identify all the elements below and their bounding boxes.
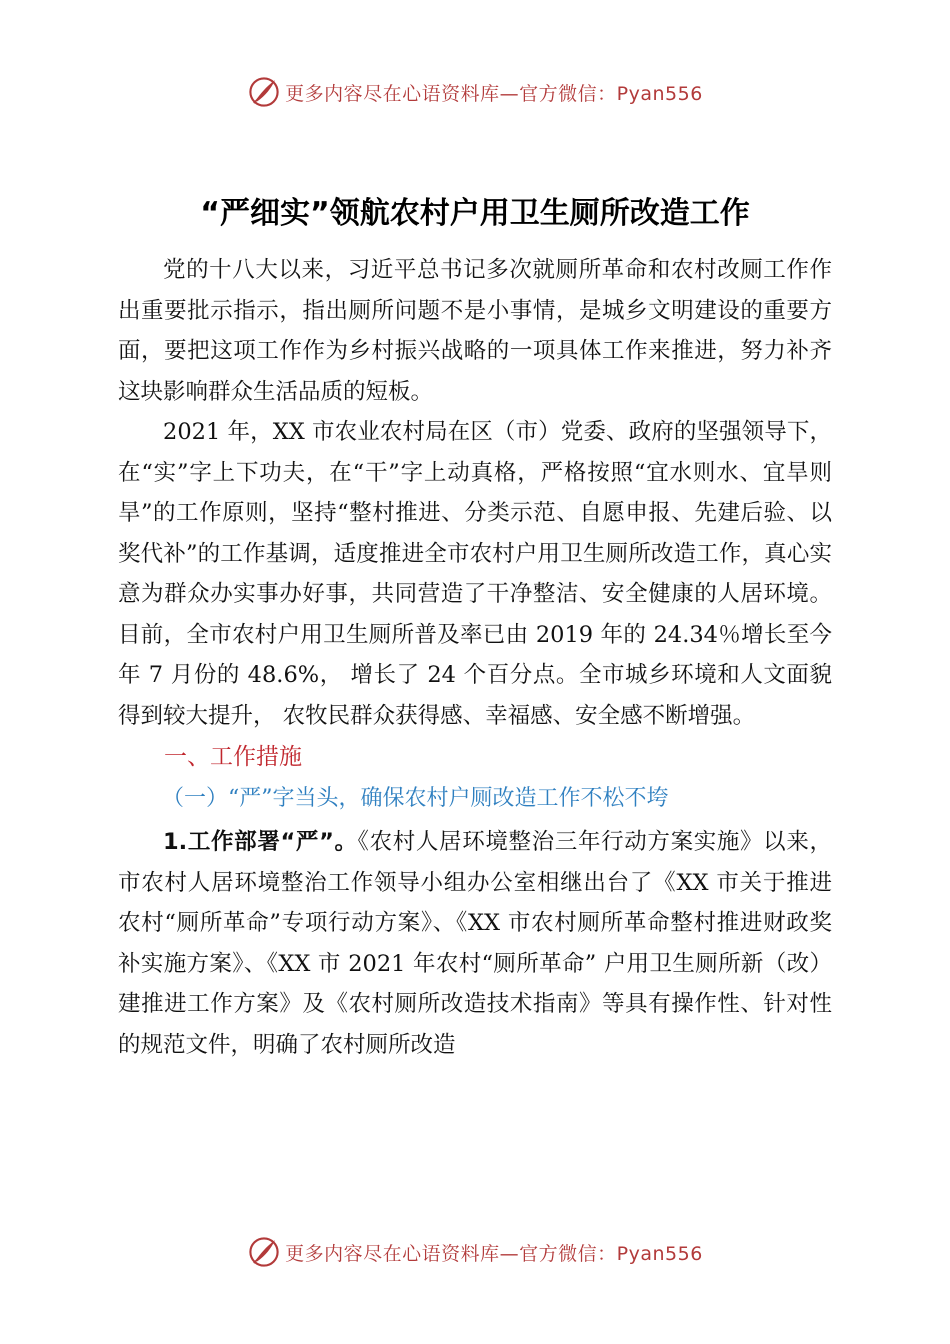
document-body <box>118 250 832 1065</box>
subsection-heading: （一）“严”字当头，确保农村户厕改造工作不松不垮 <box>162 786 669 811</box>
paragraph-intro: 党的十八大以来，习近平总书记多次就厕所革命和农村改厕工作作出重要批示指示，指出厕所问题不是小事情，是城乡文明建设的重要方面，要把这项工作作为乡村振兴战略的一项具体工作来推进，努力补齐这块影响群众生活品质的短板。 <box>118 257 832 405</box>
item-text: 《农村人居环境整治三年行动方案实施》以来，市农村人居环境整治工作领导小组办公室相继出台了《XX 市关于推进农村“厕所革命”专项行动方案》、《XX 市农村厕所革命整村推进财政奖补实施方案》、《XX 市 2021 年农村“厕所革命” 户用卫生厕所新（改）建推进工作方案》及《农村厕所改造技术指南》等具有操作性、针对性的规范文件，明确了农村厕所改造 <box>118 829 832 1058</box>
item-paragraph <box>118 822 832 1065</box>
section-heading: 一、工作措施 <box>164 744 302 770</box>
paragraph-progress: 2021 年，XX 市农业农村局在区（市）党委、政府的坚强领导下，在“实”字上下功夫，在“干”字上动真格，严格按照“宜水则水、宜旱则旱”的工作原则，坚持“整村推进、分类示范、自愿申报、先建后验、以奖代补”的工作基调，适度推进全市农村户用卫生厕所改造工作，真心实意为群众办实事办好事，共同营造了干净整洁、安全健康的人居环境。目前，全市农村户用卫生厕所普及率已由 2019 年的 24.34％增长至今年 7 月份的 48.6%， 增长了 24 个百分点。全市城乡环境和人文面貌得到较大提升， 农牧民群众获得感、幸福感、安全感不断增强。 <box>118 419 832 729</box>
item-lead: 1.工作部署“严”。 <box>163 829 358 855</box>
feather-pen-logo-icon <box>247 1235 281 1269</box>
watermark-text: 更多内容尽在心语资料库—官方微信：Pyan556 <box>285 82 703 105</box>
footer-watermark <box>0 1230 950 1274</box>
header-watermark <box>0 70 950 114</box>
feather-pen-logo-icon <box>247 75 281 109</box>
watermark-text: 更多内容尽在心语资料库—官方微信：Pyan556 <box>285 1242 703 1265</box>
document-title: “严细实”领航农村户用卫生厕所改造工作 <box>200 196 750 231</box>
